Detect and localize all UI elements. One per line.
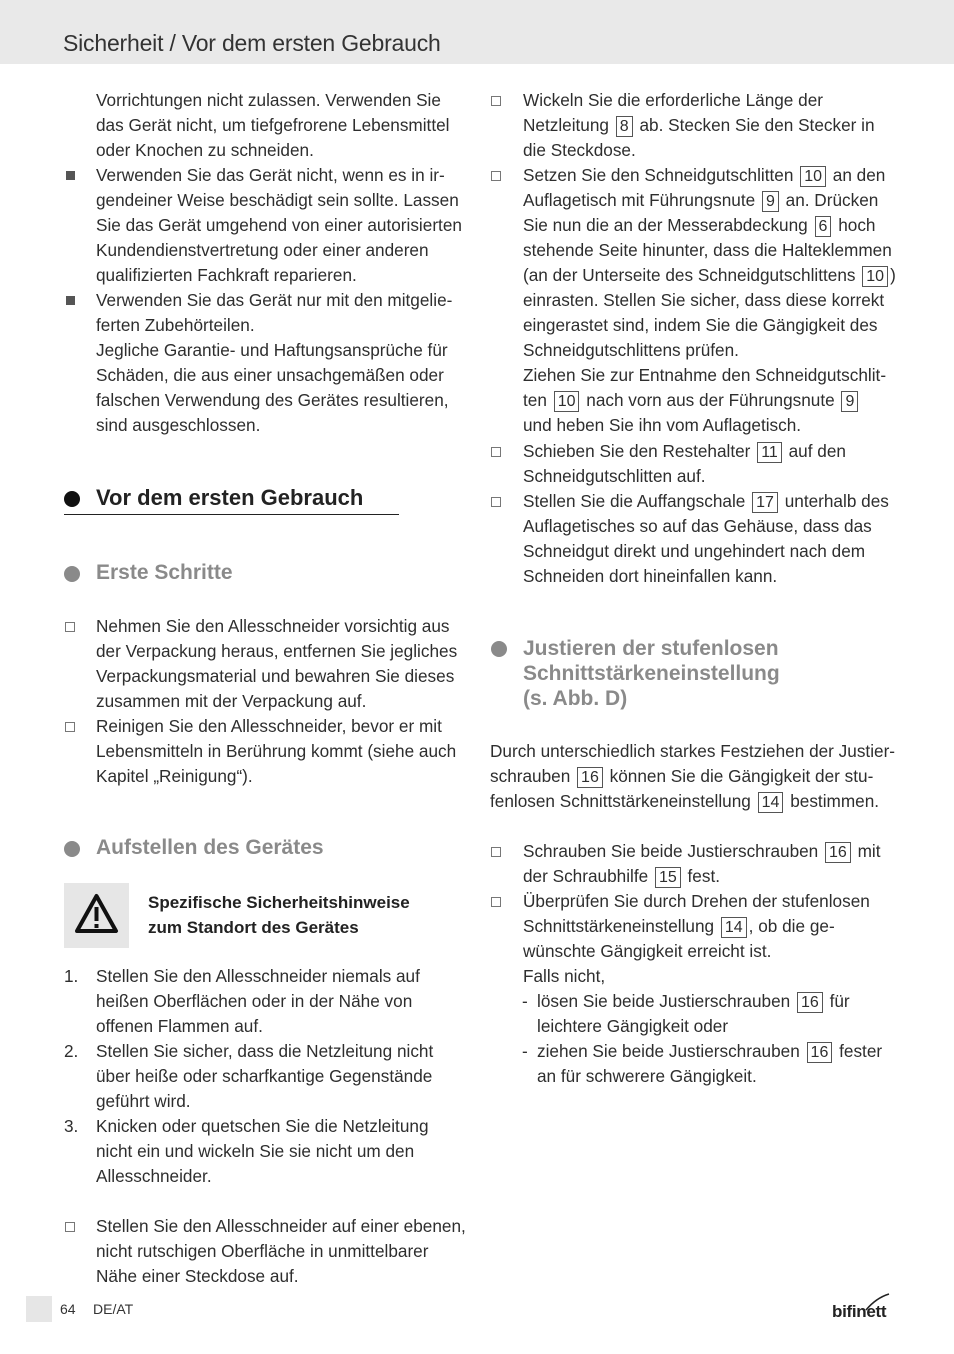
text-line: Schieben Sie den Restehalter 11 auf den — [523, 441, 846, 461]
part-ref: 11 — [757, 442, 782, 463]
text-line: Schrauben Sie beide Justierschrauben 16 mit — [523, 841, 881, 861]
text-line: Stellen Sie den Allesschneider niemals auf — [96, 966, 420, 986]
numbered-item — [96, 1114, 429, 1189]
square-bullet-icon — [66, 296, 75, 305]
text-line: Reinigen Sie den Allesschneider, bevor er mit — [96, 716, 442, 736]
brand-logo-text: bifinett — [832, 1302, 887, 1321]
bullet-damaged — [96, 163, 462, 288]
text-line: Falls nicht, — [523, 966, 606, 986]
sub-step-loosen — [537, 989, 850, 1039]
footer-marker — [26, 1296, 52, 1322]
page-number: 64 — [60, 1301, 76, 1317]
part-ref: 10 — [862, 266, 888, 287]
text-line: Stellen Sie den Allesschneider auf einer ebenen, — [96, 1216, 466, 1236]
text-line: nicht ein und wickeln Sie sie nicht um den — [96, 1141, 415, 1161]
text-line: (s. Abb. D) — [523, 687, 628, 710]
text-line: Nähe einer Steckdose auf. — [96, 1266, 299, 1286]
sub-step-tighten — [537, 1039, 882, 1089]
text-line: Schneiden dort hineinfallen kann. — [523, 566, 778, 586]
heading-dot-icon — [491, 641, 507, 657]
text-line: stehende Seite hinunter, dass die Halteklemmen — [523, 240, 892, 260]
step-unpack — [96, 614, 457, 714]
locale-label: DE/AT — [93, 1301, 134, 1317]
step-flat-surface — [96, 1214, 466, 1289]
text-line: an für schwerere Gängigkeit. — [537, 1066, 757, 1086]
text-line: einrasten. Stellen Sie sicher, dass diese korrekt — [523, 290, 885, 310]
text-line: Schnittstärkeneinstellung — [523, 662, 780, 685]
text-line: Durch unterschiedlich starkes Festziehen der Justier- — [490, 741, 896, 761]
step-cord — [523, 88, 875, 163]
text-line: Überprüfen Sie durch Drehen der stufenlosen — [523, 891, 870, 911]
text-line: Schneidgutschlittens prüfen. — [523, 340, 739, 360]
heading-dot-icon — [64, 841, 80, 857]
part-ref: 14 — [758, 792, 784, 813]
text-line: ziehen Sie beide Justierschrauben 16 fester — [537, 1041, 883, 1061]
text-line: ferten Zubehörteilen. — [96, 315, 255, 335]
part-ref: 9 — [841, 391, 858, 412]
heading-dot-icon — [64, 566, 80, 582]
part-ref: 16 — [577, 767, 603, 788]
text-line: fenlosen Schnittstärkeneinstellung 14 bestimmen. — [490, 791, 880, 811]
text-line: Justieren der stufenlosen — [523, 637, 779, 660]
text-line: Stellen Sie die Auffangschale 17 unterhalb des — [523, 491, 889, 511]
text-line: über heiße oder scharfkantige Gegenstände — [96, 1066, 433, 1086]
text-line: nicht rutschigen Oberfläche in unmittelbarer — [96, 1241, 429, 1261]
text-line: das Gerät nicht, um tiefgefrorene Lebensmittel — [96, 115, 450, 135]
text-line: heißen Oberflächen oder in der Nähe von — [96, 991, 413, 1011]
text-line: Vorrichtungen nicht zulassen. Verwenden Sie — [96, 90, 441, 110]
text-line: offenen Flammen auf. — [96, 1016, 263, 1036]
text-line: geführt wird. — [96, 1091, 191, 1111]
text-line: leichtere Gängigkeit oder — [537, 1016, 729, 1036]
checkbox-bullet-icon — [491, 497, 501, 507]
page-title: Sicherheit / Vor dem ersten Gebrauch — [63, 30, 441, 56]
text-line: Schneidgut direkt und ungehindert nach dem — [523, 541, 866, 561]
part-ref: 10 — [800, 166, 826, 187]
checkbox-bullet-icon — [491, 447, 501, 457]
checkbox-bullet-icon — [491, 847, 501, 857]
text-line: sind ausgeschlossen. — [96, 415, 261, 435]
part-ref: 8 — [616, 116, 633, 137]
text-line: Lebensmitteln in Berührung kommt (siehe auch — [96, 741, 457, 761]
warning-triangle-icon — [64, 883, 129, 948]
text-line: Schneidgutschlitten auf. — [523, 466, 706, 486]
checkbox-bullet-icon — [491, 897, 501, 907]
checkbox-bullet-icon — [65, 722, 75, 732]
text-line: und heben Sie ihn vom Auflagetisch. — [523, 415, 802, 435]
text-line: (an der Unterseite des Schneidgutschlittens 10 ) — [523, 265, 896, 285]
text-line: zusammen mit der Verpackung auf. — [96, 691, 367, 711]
dash-bullet: - — [522, 1041, 528, 1061]
part-ref: 10 — [554, 391, 580, 412]
brand-logo — [832, 1302, 886, 1322]
checkbox-bullet-icon — [65, 622, 75, 632]
heading-dot-icon — [64, 491, 80, 507]
text-line: ten 10 nach vorn aus der Führungsnute 9 — [523, 388, 896, 413]
brand-swoosh-icon — [862, 1292, 892, 1314]
heading-aufstellen: Aufstellen des Gerätes — [96, 836, 324, 859]
text-line: Jegliche Garantie- und Haftungsansprüche für — [96, 340, 448, 360]
text-line: Schnittstärkeneinstellung 14 , ob die ge- — [523, 916, 835, 936]
text-line: schrauben 16 können Sie die Gängigkeit der stu- — [490, 766, 874, 786]
text-line: Kapitel „Reinigung“). — [96, 766, 253, 786]
bullet-accessories — [96, 288, 452, 438]
part-ref: 16 — [797, 992, 823, 1013]
text-line: die Steckdose. — [523, 140, 636, 160]
text-line: Auflagetisches so auf das Gehäuse, dass das — [523, 516, 872, 536]
text-line: Stellen Sie sicher, dass die Netzleitung nicht — [96, 1041, 434, 1061]
square-bullet-icon — [66, 171, 75, 180]
text-line: Wickeln Sie die erforderliche Länge der — [523, 90, 823, 110]
text-line: der Schraubhilfe 15 fest. — [523, 866, 721, 886]
text-line: Verpackungsmaterial und bewahren Sie dieses — [96, 666, 455, 686]
list-number: 2. — [64, 1041, 79, 1061]
text-line: Kundendienstvertretung oder einer anderen — [96, 240, 429, 260]
text-line: Spezifische Sicherheitshinweise — [148, 893, 410, 912]
heading-vor-dem-ersten-gebrauch: Vor dem ersten Gebrauch — [96, 485, 364, 510]
text-line: Ziehen Sie zur Entnahme den Schneidgutschlit- — [523, 365, 887, 385]
step-clean — [96, 714, 456, 789]
list-number: 3. — [64, 1116, 79, 1136]
part-ref: 16 — [825, 842, 851, 863]
heading-justieren — [523, 636, 780, 711]
checkbox-bullet-icon — [65, 1222, 75, 1232]
numbered-item — [96, 1039, 433, 1114]
text-line: Knicken oder quetschen Sie die Netzleitung — [96, 1116, 429, 1136]
text-line: Schäden, die aus einer unsachgemäßen oder — [96, 365, 444, 385]
part-ref: 9 — [762, 191, 779, 212]
warning-heading — [148, 890, 410, 940]
part-ref: 14 — [721, 917, 747, 938]
paragraph-justieren — [490, 739, 895, 814]
dash-bullet: - — [522, 991, 528, 1011]
text-line: Allesschneider. — [96, 1166, 212, 1186]
text-line: Setzen Sie den Schneidgutschlitten 10 an den — [523, 165, 886, 185]
text-line: falschen Verwendung des Gerätes resultieren, — [96, 390, 449, 410]
step-screws — [523, 839, 881, 889]
numbered-item — [96, 964, 420, 1039]
heading-underline — [64, 514, 399, 515]
page-header — [0, 0, 954, 64]
part-ref: 16 — [807, 1042, 833, 1063]
text-line: Nehmen Sie den Allesschneider vorsichtig aus — [96, 616, 450, 636]
paragraph-continued — [96, 88, 450, 163]
text-line: Verwenden Sie das Gerät nur mit den mitgelie- — [96, 290, 453, 310]
checkbox-bullet-icon — [491, 171, 501, 181]
text-line: eingerastet sind, indem Sie die Gängigkeit des — [523, 315, 878, 335]
text-line: Auflagetisch mit Führungsnute 9 an. Drücken — [523, 190, 879, 210]
text-line: lösen Sie beide Justierschrauben 16 für — [537, 991, 850, 1011]
text-line: oder Knochen zu schneiden. — [96, 140, 314, 160]
text-line: Sie nun die an der Messerabdeckung 6 hoch — [523, 215, 876, 235]
text-line: zum Standort des Gerätes — [148, 918, 359, 937]
warning-box — [64, 883, 129, 948]
step-check — [523, 889, 870, 989]
checkbox-bullet-icon — [491, 96, 501, 106]
text-line: der Verpackung heraus, entfernen Sie jegliches — [96, 641, 458, 661]
text-line: Verwenden Sie das Gerät nicht, wenn es in ir- — [96, 165, 445, 185]
heading-erste-schritte: Erste Schritte — [96, 561, 233, 584]
step-tray — [523, 489, 889, 589]
text-line: Sie das Gerät umgehend von einer autorisierten — [96, 215, 462, 235]
text-line: Netzleitung 8 ab. Stecken Sie den Stecker in — [523, 115, 875, 135]
text-line: qualifizierten Fachkraft reparieren. — [96, 265, 357, 285]
text-line: gendeiner Weise beschädigt sein sollte. Lassen — [96, 190, 459, 210]
part-ref: 15 — [655, 867, 681, 888]
step-holder — [523, 439, 846, 489]
text-line: wünschte Gängigkeit erreicht ist. — [523, 941, 772, 961]
list-number: 1. — [64, 966, 79, 986]
step-carriage — [523, 163, 896, 438]
part-ref: 17 — [752, 492, 778, 513]
part-ref: 6 — [815, 216, 832, 237]
